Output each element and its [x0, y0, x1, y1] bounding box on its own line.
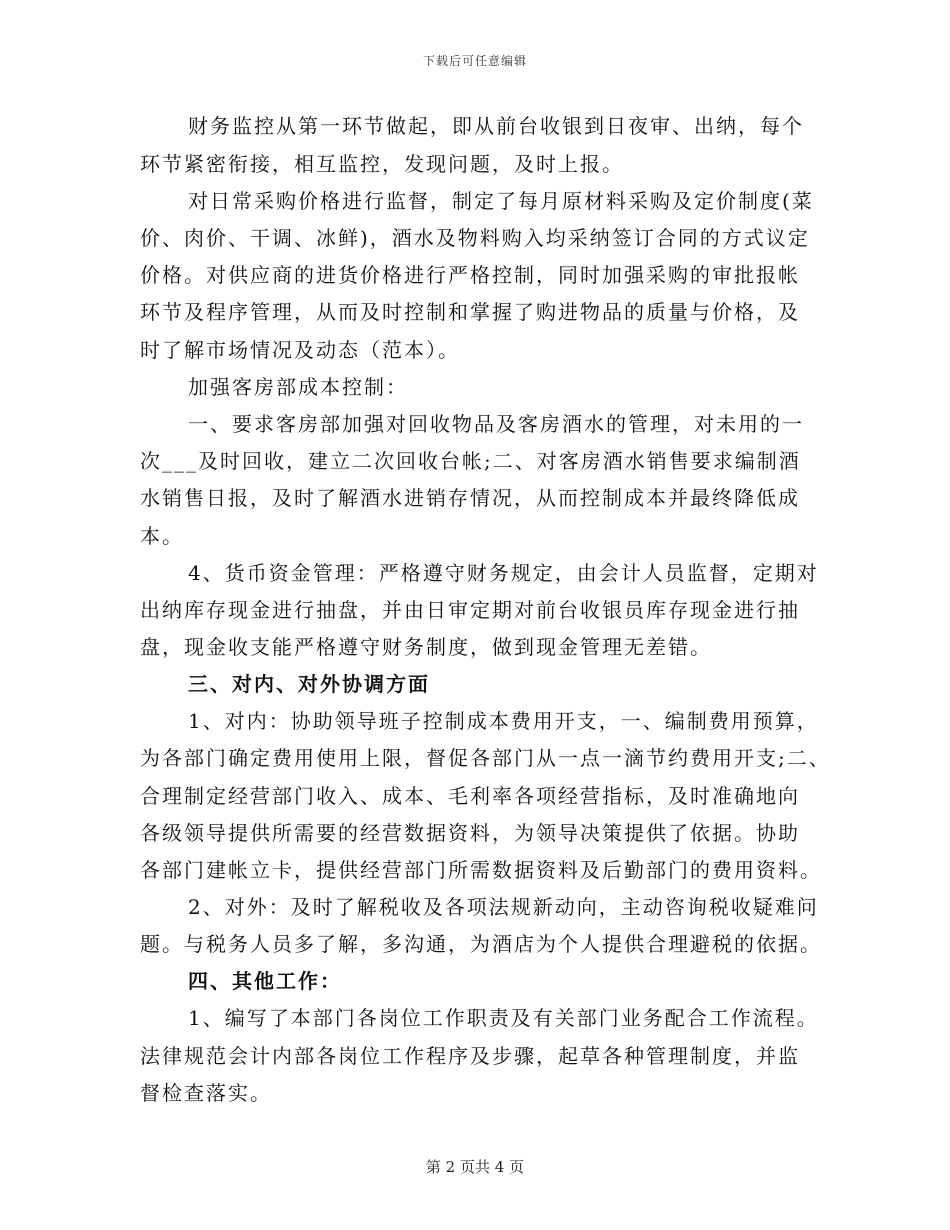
- page-number: 第 2 页共 4 页: [425, 1158, 525, 1176]
- page-header-note: 下载后可任意编辑: [422, 54, 527, 68]
- body-line: 1、编写了本部门各岗位工作职责及有关部门业务配合工作流程。: [188, 1006, 819, 1030]
- body-line: 本。: [140, 524, 184, 548]
- body-line: 盘，现金收支能严格遵守财务制度，做到现金管理无差错。: [140, 635, 712, 659]
- body-line: 法律规范会计内部各岗位工作程序及步骤，起草各种管理制度，并监: [140, 1044, 800, 1068]
- body-line: 加强客房部成本控制：: [188, 375, 408, 399]
- body-line: 财务监控从第一环节做起，即从前台收银到日夜审、出纳，每个: [188, 114, 804, 138]
- body-line: 对日常采购价格进行监督，制定了每月原材料采购及定价制度(菜: [188, 189, 814, 213]
- body-line: 合理制定经营部门收入、成本、毛利率各项经营指标，及时准确地向: [140, 784, 800, 808]
- body-line: 2、对外：及时了解税收及各项法规新动向，主动咨询税收疑难问: [188, 895, 819, 919]
- body-line: 次___及时回收，建立二次回收台帐;二、对客房酒水销售要求编制酒: [140, 449, 801, 473]
- body-line: 督检查落实。: [140, 1081, 272, 1105]
- section-heading: 三、对内、对外协调方面: [188, 672, 430, 696]
- body-line: 水销售日报，及时了解酒水进销存情况，从而控制成本并最终降低成: [140, 486, 800, 510]
- body-line: 4、货币资金管理：严格遵守财务规定，由会计人员监督，定期对: [188, 561, 819, 585]
- body-line: 价格。对供应商的进货价格进行严格控制，同时加强采购的审批报帐: [140, 263, 800, 287]
- body-line: 一、要求客房部加强对回收物品及客房酒水的管理，对未用的一: [188, 412, 804, 436]
- body-line: 1、对内：协助领导班子控制成本费用开支，一、编制费用预算，: [188, 709, 819, 733]
- body-line: 价、肉价、干调、冰鲜)，酒水及物料购入均采纳签订合同的方式议定: [140, 226, 810, 250]
- section-heading: 四、其他工作：: [188, 969, 342, 993]
- body-line: 为各部门确定费用使用上限，督促各部门从一点一滴节约费用开支;二、: [140, 746, 831, 770]
- body-line: 环节及程序管理，从而及时控制和掌握了购进物品的质量与价格，及: [140, 300, 800, 324]
- body-line: 各级领导提供所需要的经营数据资料，为领导决策提供了依据。协助: [140, 821, 800, 845]
- body-line: 各部门建帐立卡，提供经营部门所需数据资料及后勤部门的费用资料。: [140, 858, 822, 882]
- body-line: 题。与税务人员多了解，多沟通，为酒店为个人提供合理避税的依据。: [140, 932, 822, 956]
- body-line: 时了解市场情况及动态（范本）。: [140, 338, 460, 362]
- body-line: 环节紧密衔接，相互监控，发现问题，及时上报。: [140, 152, 624, 176]
- body-line: 出纳库存现金进行抽盘，并由日审定期对前台收银员库存现金进行抽: [140, 598, 800, 622]
